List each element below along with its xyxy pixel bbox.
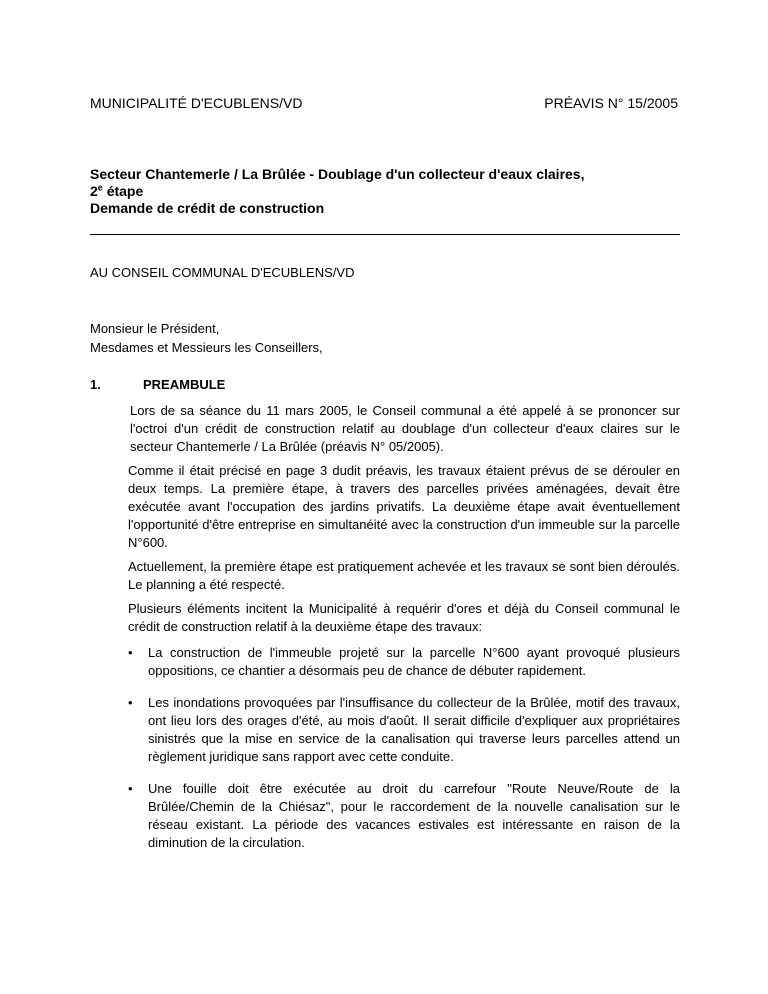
title-step-label: étape <box>102 183 144 199</box>
bullet-icon: • <box>128 781 133 796</box>
salutation-line-2: Mesdames et Messieurs les Conseillers, <box>90 340 323 355</box>
section-number: 1. <box>90 377 101 392</box>
title-line-1: Secteur Chantemerle / La Brûlée - Doublage d'un collecteur d'eaux claires, <box>90 166 585 182</box>
salutation <box>90 319 323 357</box>
section-body <box>128 402 680 866</box>
paragraph: Lors de sa séance du 11 mars 2005, le Conseil communal a été appelé à se prononcer sur l'octroi d'un crédit de construction relatif au doublage d'un collecteur d'eaux claires sur le secteur Chantemerle / La Brûlée (préavis N° 05/2005). <box>130 403 680 454</box>
header-preavis-number: PRÉAVIS N° 15/2005 <box>544 95 678 111</box>
list-item-text: La construction de l'immeuble projeté sur la parcelle N°600 ayant provoqué plusieurs oppositions, ce chantier a désormais peu de chance de débuter rapidement. <box>148 645 680 678</box>
section-title: PREAMBULE <box>143 377 226 392</box>
list-item-text: Une fouille doit être exécutée au droit du carrefour "Route Neuve/Route de la Brûlée/Chemin de la Chiésaz", pour le raccordement de la nouvelle canalisation sur le réseau existant. La période des vacances estivales est intéressante en raison de la diminution de la circulation. <box>148 781 680 850</box>
title-step-superscript: e <box>97 182 103 193</box>
title-step-number: 2 <box>90 183 98 199</box>
list-item-text: Les inondations provoquées par l'insuffisance du collecteur de la Brûlée, motif des travaux, ont lieu lors des orages d'été, au mois d'août. Il serait difficile d'expliquer aux propriétaires sinistrés que la mise en service de la canalisation qui traverse leurs parcelles attend un règlement juridique sans rapport avec cette conduite. <box>148 695 680 764</box>
bullet-list <box>128 644 680 852</box>
paragraph: Actuellement, la première étape est pratiquement achevée et les travaux se sont bien déroulés. Le planning a été respecté. <box>128 559 680 592</box>
bullet-icon: • <box>128 645 133 660</box>
salutation-line-1: Monsieur le Président, <box>90 321 220 336</box>
title-line-3: Demande de crédit de construction <box>90 200 325 216</box>
list-item <box>128 644 680 680</box>
paragraph: Plusieurs éléments incitent la Municipalité à requérir d'ores et déjà du Conseil communal le crédit de construction relatif à la deuxième étape des travaux: <box>128 601 680 634</box>
bullet-icon: • <box>128 695 133 710</box>
horizontal-divider <box>90 234 680 235</box>
addressee: AU CONSEIL COMMUNAL D'ECUBLENS/VD <box>90 265 355 280</box>
document-title <box>90 166 690 217</box>
title-line-2 <box>90 183 690 200</box>
header-municipality: MUNICIPALITÉ D'ECUBLENS/VD <box>90 95 303 111</box>
paragraph: Comme il était précisé en page 3 dudit préavis, les travaux étaient prévus de se dérouler en deux temps. La première étape, à travers des parcelles privées aménagées, devait être exécutée avant l'occupation des jardins privatifs. La deuxième étape avait éventuellement l'opportunité d'être entreprise en simultanéité avec la construction d'un immeuble sur la parcelle N°600. <box>128 463 680 550</box>
list-item <box>128 780 680 852</box>
list-item <box>128 694 680 766</box>
